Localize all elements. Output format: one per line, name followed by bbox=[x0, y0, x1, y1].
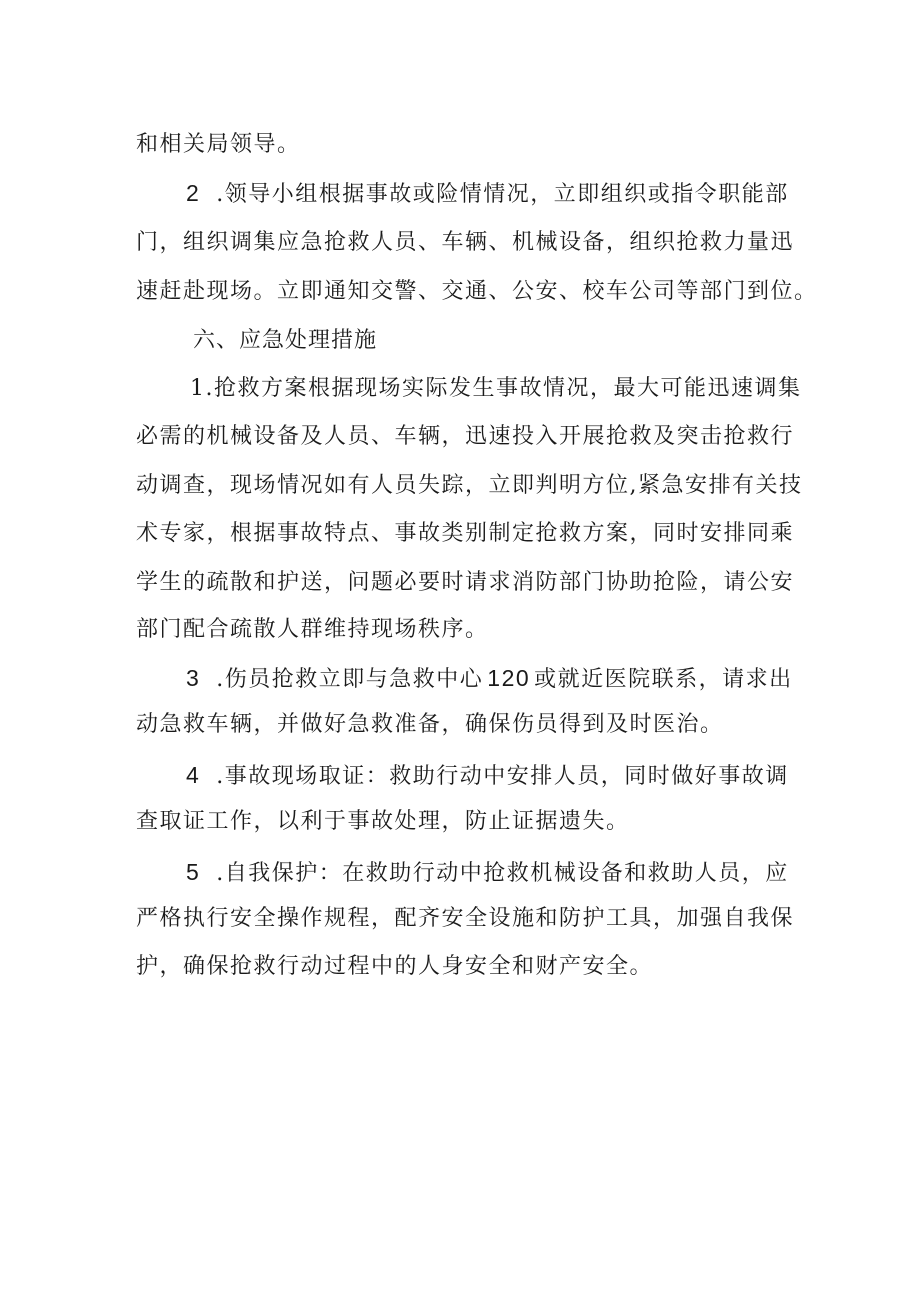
item-1-line-1: 1.抢救方案根据现场实际发生事故情况，最大可能迅速调集 bbox=[190, 376, 802, 401]
item-3-text-b: 或就近医院联系，请求出 bbox=[534, 667, 793, 692]
item-5-line-3: 护，确保抢救行动过程中的人身安全和财产安全。 bbox=[136, 954, 654, 979]
item-1-line-5: 学生的疏散和护送，问题必要时请求消防部门协助抢险，请公安 bbox=[136, 570, 795, 595]
item-1-line-6: 部门配合疏散人群维持现场秩序。 bbox=[136, 617, 489, 642]
item-4-text: .事故现场取证：救助行动中安排人员，同时做好事故调 bbox=[216, 764, 789, 789]
item-5-text: .自我保护：在救助行动中抢救机械设备和救助人员，应 bbox=[216, 861, 789, 886]
item-2-line-2: 门，组织调集应急抢救人员、车辆、机械设备，组织抢救力量迅 bbox=[136, 230, 795, 255]
item-3-phone-number: 120 bbox=[487, 665, 531, 691]
item-2-line-3: 速赶赴现场。立即通知交警、交通、公安、校车公司等部门到位。 bbox=[136, 279, 818, 304]
item-5-line-2: 严格执行安全操作规程，配齐安全设施和防护工具，加强自我保 bbox=[136, 906, 795, 931]
item-4-line-1 bbox=[186, 758, 789, 794]
paragraph-continuation-line: 和相关局领导。 bbox=[136, 132, 301, 157]
item-4-number: 4 bbox=[186, 762, 201, 788]
item-4-line-2: 查取证工作，以利于事故处理，防止证据遗失。 bbox=[136, 809, 630, 834]
item-5-line-1 bbox=[186, 855, 789, 891]
item-5-number: 5 bbox=[186, 859, 201, 885]
item-1-line-4: 术专家，根据事故特点、事故类别制定抢救方案，同时安排同乘 bbox=[136, 521, 795, 546]
item-3-number: 3 bbox=[186, 665, 201, 691]
item-2-line-1 bbox=[186, 176, 789, 212]
item-2-text: .领导小组根据事故或险情情况，立即组织或指令职能部 bbox=[216, 182, 789, 207]
section-heading-6: 六、应急处理措施 bbox=[193, 328, 378, 353]
item-3-text-a: .伤员抢救立即与急救中心 bbox=[216, 667, 484, 692]
item-3-line-2: 动急救车辆，并做好急救准备，确保伤员得到及时医治。 bbox=[136, 712, 724, 737]
item-2-number: 2 bbox=[186, 180, 201, 206]
item-1-line-2: 必需的机械设备及人员、车辆，迅速投入开展抢救及突击抢救行 bbox=[136, 424, 795, 449]
item-3-line-1 bbox=[186, 661, 793, 697]
item-1-line-3: 动调查，现场情况如有人员失踪，立即判明方位,紧急安排有关技 bbox=[136, 473, 803, 498]
